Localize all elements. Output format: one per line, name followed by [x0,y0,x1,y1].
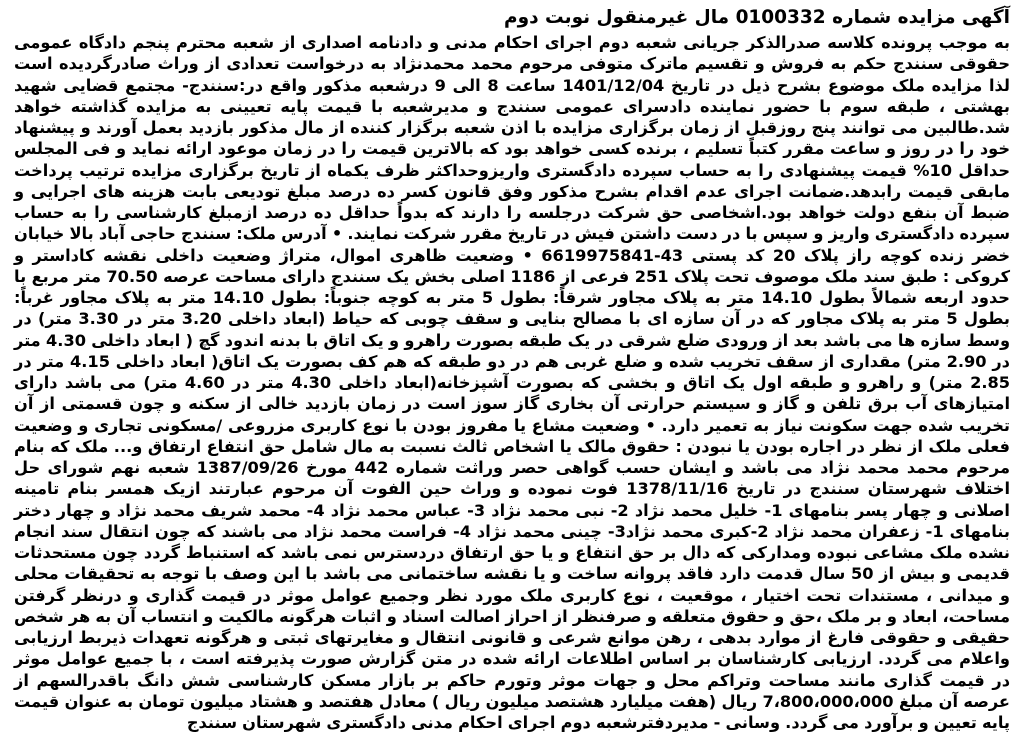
notice-body: به موجب پرونده کلاسه صدرالذکر جریانی شعبه دوم اجرای احکام مدنی و دادنامه اصداری از شعبه محترم پنجم دادگاه عمومی حقوقی سنندج حکم به فروش و تقسیم ماترک متوفی مرحوم محمد محمدنژاد به درخواست تعدادی از وراث صادرگردیده است لذا مزایده ملک موضوع بشرح ذیل در تاریخ 1401/12/04 ساعت 8 الی 9 درشعبه مذکور واقع در:سنندج- مجتمع قضایی شهید بهشتی ، طبقه سوم با حضور نماینده دادسرای عمومی سنندج و مدیرشعبه با قیمت پایه تعیینی به مزایده گذاشته خواهد شد.طالبین می توانند پنج روزقبل از زمان برگزاری مزایده با اذن شعبه برگزار کننده از مال مذکور بازدید بعمل آورند و پیشنهاد خود را در روز و ساعت مقرر کتباً تسلیم ، برنده کسی خواهد بود که بالاترین قیمت را در زمان موعود ارائه نماید و فی المجلس حداقل 10% قیمت پیشنهادی را به حساب سپرده دادگستری واریزوحداکثر ظرف یکماه از تاریخ برگزاری مزایده ترتیب پرداخت مابقی قیمت رابدهد.ضمانت اجرای عدم اقدام بشرح مذکور وفق قانون کسر ده درصد مبلغ تودیعی بابت هزینه های اجرایی و ضبط آن بنفع دولت خواهد بود.اشخاصی حق شرکت درجلسه را دارند که بدواً حداقل ده درصد ازمبلغ کارشناسی را به حساب سپرده دادگستری واریز و سپس با در دست داشتن فیش در تاریخ مقرر شرکت نمایند. • آدرس ملک: سنندج حاجی آباد بالا خیابان خضر زنده کوچه راز پلاک 20 کد پستی 43-6619975841 • وضعیت ظاهری اموال، متراژ وضعیت داخلی نقشه کاداستر و کروکی : طبق سند ملک موصوف تحت پلاک 251 فرعی از 1186 اصلی بخش یک سنندج دارای مساحت عرصه 70.50 متر مربع با حدود اربعه شمالاً بطول 14.10 متر به پلاک مجاور شرقاً: بطول 5 متر به کوچه جنوباً: بطول 14.10 متر به پلاک مجاور غرباً: بطول 5 متر به پلاک مجاور که در آن سازه ای با مصالح بنایی و سقف چوبی که حیاط (ابعاد داخلی 3.20 متر در 3.30 متر) در وسط سازه ها می باشد بعد از ورودی ضلع شرقی در یک طبقه بصورت راهرو و یک اتاق با بدنه اندود گچ ( ابعاد داخلی 4.30 متر در 2.90 متر) مقداری از سقف تخریب شده و ضلع غربی هم در دو طبقه که هم کف بصورت یک اتاق( ابعاد داخلی 4.15 متر در 2.85 متر) و راهرو و طبقه اول یک اتاق و بخشی که بصورت آشپزخانه(ابعاد داخلی 4.30 متر در 4.60 متر) می باشد دارای امتیازهای آب برق تلفن و گاز و سیستم حرارتی آن بخاری گاز سوز است در زمان بازدید خالی از سکنه و چون قسمتی از آن تخریب شده جهت سکونت نیاز به تعمیر دارد. • وضعیت مشاع یا مفروز بودن با نوع کاربری مزروعی /مسکونی تجاری و وضعیت فعلی ملک از نظر در اجاره بودن یا نبودن : حقوق مالک یا اشخاص ثالث نسبت به مال شامل حق انتفاع ارتفاق و... ملک که بنام مرحوم محمد محمد نژاد می باشد و ایشان حسب گواهی حصر وراثت شماره 442 مورخ 1387/09/26 شعبه نهم شورای حل اختلاف شهرستان سنندج در تاریخ 1378/11/16 فوت نموده و وراث حین الفوت آن مرحوم عبارتند ازیک همسر بنام تامینه اصلانی و چهار پسر بنامهای 1- خلیل محمد نژاد 2- نبی محمد نژاد 3- عباس محمد نژاد 4- محمد شریف محمد نژاد و چهار دختر بنامهای 1- زعفران محمد نژاد 2-کبری محمد نژاد3- چینی محمد نژاد 4- فراست محمد نژاد می باشند که چون انتقال سند انجام نشده ملک مشاعی نبوده ومدارکی که دال بر حق انتفاع و یا حق ارتفاق دردسترس نمی باشد که استنباط گردد چون مستحدثات قدیمی و بیش از 50 سال قدمت دارد فاقد پروانه ساخت و یا نقشه ساختمانی می باشد با این وصف با توجه به تحقیقات محلی و میدانی ، مستندات تحت اختیار ، موقعیت ، نوع کاربری ملک مورد نظر وجمیع عوامل موثر در قیمت گذاری و درنظر گرفتن مساحت، ابعاد و بر ملک ،حق و حقوق متعلقه و صرفنظر از احراز اصالت اسناد و اثبات هرگونه مالکیت و انتساب آن به هر شخص حقیقی و حقوقی فارغ از موارد بدهی ، رهن موانع شرعی و قانونی انتقال و مغایرتهای ثبتی و هرگونه تعهدات ذیربط ارزیابی واعلام می گردد. ارزیابی کارشناسان بر اساس اطلاعات ارائه شده در متن گزارش صورت پذیرفته است ، با جمیع عوامل موثر در قیمت گذاری مانند مساحت وتراکم محل و جهات موثر وتورم حاکم بر بازار مسکن کارشناسی شش دانگ باقدرالسهم از عرصه آن مبلغ 7،800،000،000 ریال (هفت میلیارد هشتصد میلیون ریال ) معادل هفتصد و هشتاد میلیون تومان به عنوان قیمت پایه تعیین و برآورد می گردد. وسانی - مدیردفترشعبه دوم اجرای احکام مدنی دادگستری شهرستان سنندج [14,33,1011,732]
notice-title: آگهی مزایده شماره 0100332 مال غیرمنقول نوبت دوم [504,7,1010,28]
